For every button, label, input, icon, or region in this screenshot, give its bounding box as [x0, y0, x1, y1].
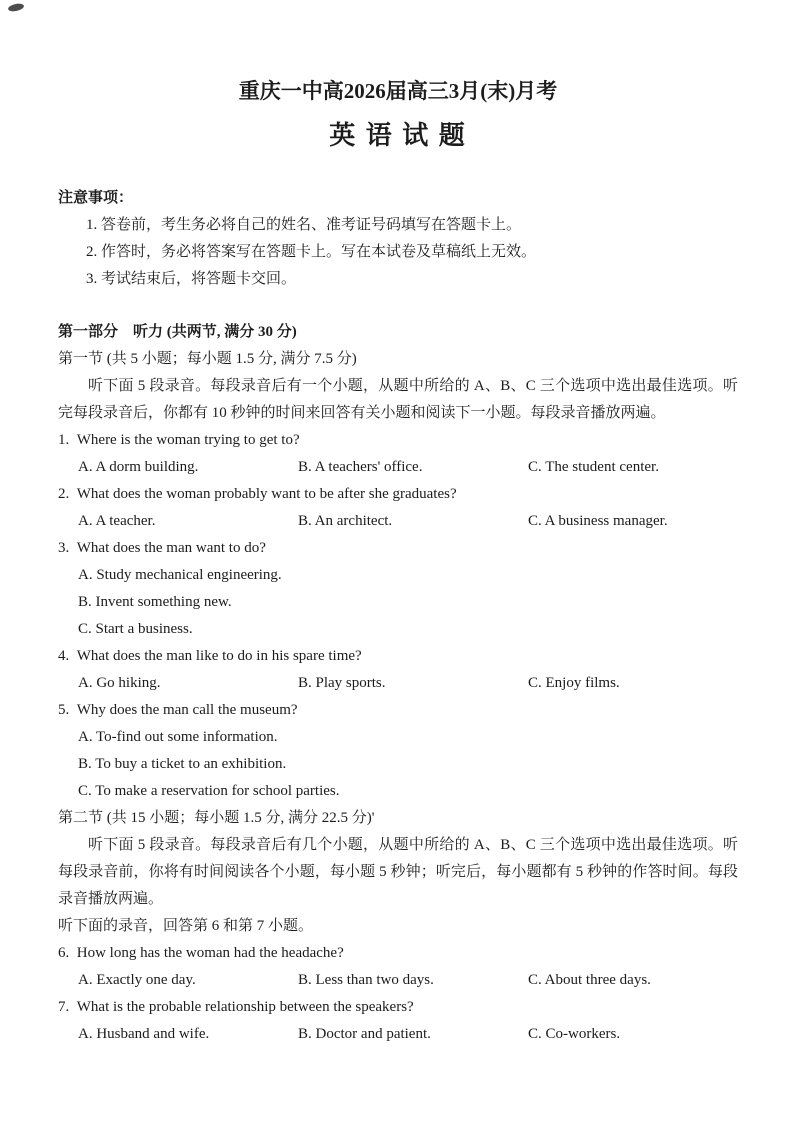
- question-4: [58, 643, 738, 697]
- question-number: 7.: [58, 999, 70, 1015]
- notice-heading: 注意事项：: [58, 190, 134, 206]
- question-number: 1.: [58, 432, 70, 448]
- option-b: B. A teachers' office.: [298, 459, 423, 475]
- question-1-text: [58, 427, 738, 454]
- section2-instructions: 听下面 5 段录音。每段录音后有几个小题，从题中所给的 A、B、C 三个选项中选出最佳选项。听每段录音前，你将有时间阅读各个小题，每小题 5 秒钟；听完后，每小题都有 5 秒钟的作答时间。每段录音播放两遍。: [58, 837, 738, 907]
- question-7-options: [78, 1021, 738, 1048]
- question-stem: What is the probable relationship between the speakers?: [76, 999, 414, 1015]
- option-a: A. Study mechanical engineering.: [78, 567, 282, 583]
- question-2-text: [58, 481, 738, 508]
- question-number: 3.: [58, 540, 70, 556]
- question-6-options: [78, 967, 738, 994]
- question-stem: How long has the woman had the headache?: [76, 945, 344, 961]
- option-b: B. Doctor and patient.: [298, 1026, 431, 1042]
- question-7: [58, 994, 738, 1048]
- option-c: C. Start a business.: [78, 621, 193, 637]
- question-number: 4.: [58, 648, 70, 664]
- option-c: C. A business manager.: [528, 513, 668, 529]
- option-b: B. Play sports.: [298, 675, 386, 691]
- question-1-options: [78, 454, 738, 481]
- option-c: C. To make a reservation for school parties.: [78, 783, 340, 799]
- question-5-options: [78, 724, 738, 805]
- question-2-options: [78, 508, 738, 535]
- question-4-options: [78, 670, 738, 697]
- question-stem: What does the man want to do?: [76, 540, 266, 556]
- option-c: C. Enjoy films.: [528, 675, 620, 691]
- option-c: C. The student center.: [528, 459, 659, 475]
- question-number: 2.: [58, 486, 70, 502]
- option-a: A. To-find out some information.: [78, 729, 278, 745]
- notice-item-3: 3. 考试结束后，将答题卡交回。: [86, 271, 297, 287]
- option-b: B. To buy a ticket to an exhibition.: [78, 756, 287, 772]
- question-3: [58, 535, 738, 643]
- option-a: A. Go hiking.: [78, 675, 161, 691]
- question-1: [58, 427, 738, 481]
- section1-instructions: 听下面 5 段录音。每段录音后有一个小题，从题中所给的 A、B、C 三个选项中选出最佳选项。听完每段录音后，你都有 10 秒钟的时间来回答有关小题和阅读下一小题。每段录音播放两遍。: [58, 378, 738, 421]
- question-stem: Why does the man call the museum?: [76, 702, 298, 718]
- section2-heading: 第二节 (共 15 小题；每小题 1.5 分, 满分 22.5 分)': [58, 810, 375, 826]
- option-b: B. Invent something new.: [78, 594, 232, 610]
- option-b: B. An architect.: [298, 513, 393, 529]
- option-a: A. Exactly one day.: [78, 972, 196, 988]
- question-6: [58, 940, 738, 994]
- question-7-text: [58, 994, 738, 1021]
- option-a: A. A dorm building.: [78, 459, 199, 475]
- section1-heading: 第一节 (共 5 小题；每小题 1.5 分, 满分 7.5 分): [58, 351, 357, 367]
- question-5-text: [58, 697, 738, 724]
- part1-heading: 第一部分 听力 (共两节, 满分 30 分): [58, 324, 297, 340]
- question-number: 5.: [58, 702, 70, 718]
- question-5: [58, 697, 738, 805]
- question-number: 6.: [58, 945, 70, 961]
- option-a: A. Husband and wife.: [78, 1026, 210, 1042]
- notice-item-2: 2. 作答时，务必将答案写在答题卡上。写在本试卷及草稿纸上无效。: [86, 244, 537, 260]
- question-6-text: [58, 940, 738, 967]
- notice-item-1: 1. 答卷前，考生务必将自己的姓名、准考证号码填写在答题卡上。: [86, 217, 522, 233]
- question-stem: What does the woman probably want to be after she graduates?: [76, 486, 457, 502]
- exam-title: 重庆一中高2026届高三3月(末)月考: [238, 79, 558, 103]
- option-a: A. A teacher.: [78, 513, 156, 529]
- option-c: C. Co-workers.: [528, 1026, 621, 1042]
- option-b: B. Less than two days.: [298, 972, 434, 988]
- scan-artifact: [7, 2, 24, 12]
- question-4-text: [58, 643, 738, 670]
- question-stem: What does the man like to do in his spare time?: [76, 648, 362, 664]
- question-3-text: [58, 535, 738, 562]
- question-stem: Where is the woman trying to get to?: [76, 432, 300, 448]
- question-3-options: [78, 562, 738, 643]
- exam-subtitle: 英 语 试 题: [329, 121, 467, 150]
- option-c: C. About three days.: [528, 972, 651, 988]
- question-2: [58, 481, 738, 535]
- section2-note: 听下面的录音，回答第 6 和第 7 小题。: [58, 918, 314, 934]
